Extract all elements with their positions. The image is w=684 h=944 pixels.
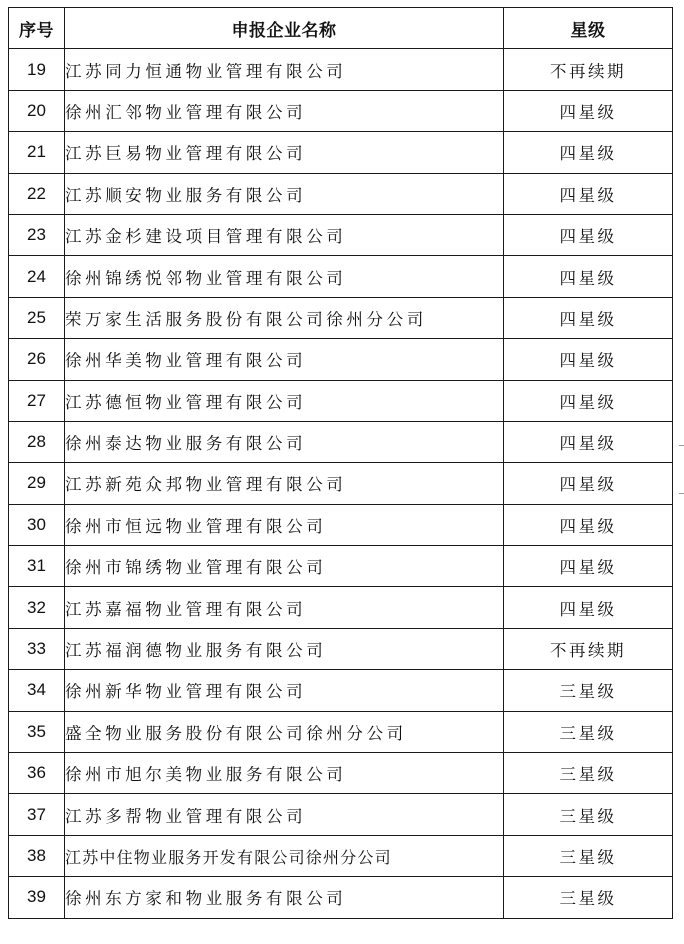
- table-row: [9, 214, 673, 255]
- row-number: 26: [9, 339, 65, 380]
- table-row: [9, 380, 673, 421]
- page-edge-mark: [679, 445, 684, 446]
- row-number: 34: [9, 670, 65, 711]
- star-level: 四星级: [504, 421, 673, 462]
- table-row: [9, 504, 673, 545]
- star-level: 不再续期: [504, 49, 673, 90]
- star-level: 三星级: [504, 753, 673, 794]
- table-row: [9, 173, 673, 214]
- table-row: [9, 670, 673, 711]
- star-level: 四星级: [504, 380, 673, 421]
- table-row: [9, 463, 673, 504]
- header-level: 星级: [504, 8, 673, 49]
- row-number: 25: [9, 297, 65, 338]
- row-number: 36: [9, 753, 65, 794]
- enterprise-name: 江苏多帮物业管理有限公司: [65, 794, 504, 835]
- star-level: 三星级: [504, 794, 673, 835]
- enterprise-name: 江苏德恒物业管理有限公司: [65, 380, 504, 421]
- enterprise-rating-table: [8, 7, 673, 919]
- row-number: 21: [9, 132, 65, 173]
- table-row: [9, 877, 673, 918]
- enterprise-name: 江苏金杉建设项目管理有限公司: [65, 214, 504, 255]
- star-level: 不再续期: [504, 628, 673, 669]
- enterprise-name: 盛全物业服务股份有限公司徐州分公司: [65, 711, 504, 752]
- table-row: [9, 132, 673, 173]
- star-level: 三星级: [504, 877, 673, 918]
- enterprise-name: 徐州市恒远物业管理有限公司: [65, 504, 504, 545]
- table-row: [9, 49, 673, 90]
- enterprise-name: 徐州东方家和物业服务有限公司: [65, 877, 504, 918]
- row-number: 27: [9, 380, 65, 421]
- table-row: [9, 711, 673, 752]
- row-number: 28: [9, 421, 65, 462]
- table-row: [9, 339, 673, 380]
- row-number: 23: [9, 214, 65, 255]
- table-row: [9, 256, 673, 297]
- enterprise-name: 江苏嘉福物业管理有限公司: [65, 587, 504, 628]
- star-level: 四星级: [504, 214, 673, 255]
- star-level: 四星级: [504, 297, 673, 338]
- enterprise-name: 徐州市旭尔美物业服务有限公司: [65, 753, 504, 794]
- row-number: 38: [9, 835, 65, 876]
- enterprise-name: 江苏福润德物业服务有限公司: [65, 628, 504, 669]
- table-row: [9, 90, 673, 131]
- row-number: 35: [9, 711, 65, 752]
- table-row: [9, 835, 673, 876]
- row-number: 30: [9, 504, 65, 545]
- table-row: [9, 421, 673, 462]
- star-level: 四星级: [504, 463, 673, 504]
- star-level: 三星级: [504, 670, 673, 711]
- enterprise-name: 徐州市锦绣物业管理有限公司: [65, 546, 504, 587]
- enterprise-name: 徐州锦绣悦邻物业管理有限公司: [65, 256, 504, 297]
- row-number: 20: [9, 90, 65, 131]
- enterprise-name: 徐州汇邻物业管理有限公司: [65, 90, 504, 131]
- star-level: 四星级: [504, 339, 673, 380]
- star-level: 三星级: [504, 711, 673, 752]
- enterprise-name: 徐州华美物业管理有限公司: [65, 339, 504, 380]
- table-row: [9, 297, 673, 338]
- table-row: [9, 753, 673, 794]
- row-number: 32: [9, 587, 65, 628]
- row-number: 33: [9, 628, 65, 669]
- star-level: 四星级: [504, 587, 673, 628]
- row-number: 39: [9, 877, 65, 918]
- header-no: 序号: [9, 8, 65, 49]
- header-name: 申报企业名称: [65, 8, 504, 49]
- star-level: 四星级: [504, 173, 673, 214]
- row-number: 19: [9, 49, 65, 90]
- star-level: 四星级: [504, 546, 673, 587]
- enterprise-name: 徐州新华物业管理有限公司: [65, 670, 504, 711]
- enterprise-name: 徐州泰达物业服务有限公司: [65, 421, 504, 462]
- row-number: 37: [9, 794, 65, 835]
- enterprise-name: 江苏顺安物业服务有限公司: [65, 173, 504, 214]
- enterprise-name: 江苏同力恒通物业管理有限公司: [65, 49, 504, 90]
- enterprise-name: 江苏中住物业服务开发有限公司徐州分公司: [65, 835, 504, 876]
- star-level: 四星级: [504, 132, 673, 173]
- star-level: 四星级: [504, 90, 673, 131]
- row-number: 29: [9, 463, 65, 504]
- table-row: [9, 587, 673, 628]
- star-level: 四星级: [504, 256, 673, 297]
- star-level: 四星级: [504, 504, 673, 545]
- table-row: [9, 628, 673, 669]
- table-row: [9, 546, 673, 587]
- table-row: [9, 794, 673, 835]
- star-level: 三星级: [504, 835, 673, 876]
- table-header-row: [9, 8, 673, 49]
- enterprise-name: 荣万家生活服务股份有限公司徐州分公司: [65, 297, 504, 338]
- row-number: 24: [9, 256, 65, 297]
- enterprise-name: 江苏巨易物业管理有限公司: [65, 132, 504, 173]
- table-body: [9, 49, 673, 918]
- row-number: 31: [9, 546, 65, 587]
- page-edge-mark: [679, 493, 684, 494]
- row-number: 22: [9, 173, 65, 214]
- enterprise-name: 江苏新苑众邦物业管理有限公司: [65, 463, 504, 504]
